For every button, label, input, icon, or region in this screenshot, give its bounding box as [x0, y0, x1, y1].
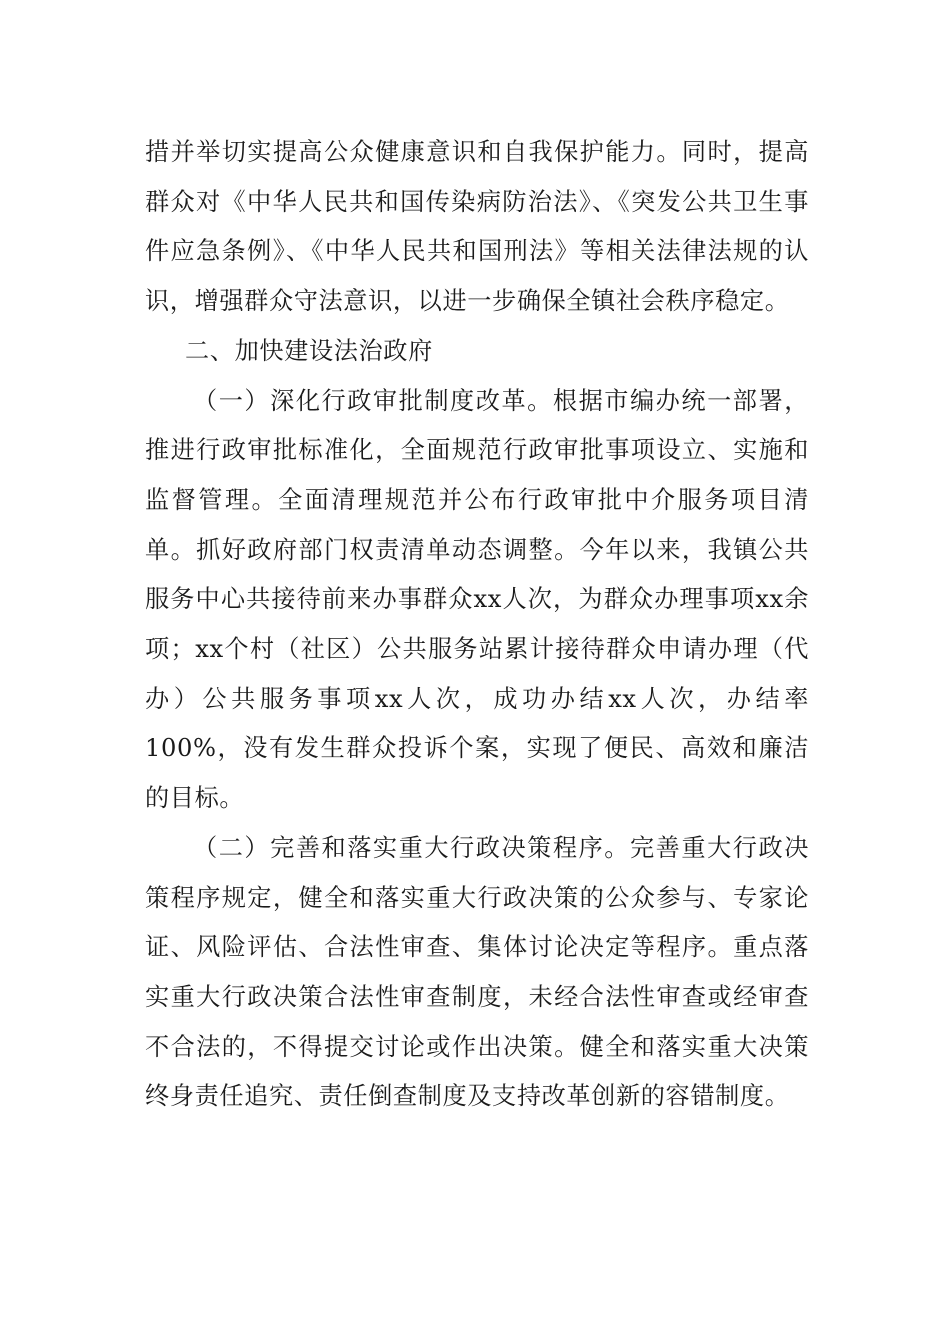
section-heading: 二、加快建设法治政府	[185, 336, 433, 365]
paragraph-decision-procedure: （二）完善和落实重大行政决策程序。完善重大行政决策程序规定，健全和落实重大行政决策的公众参与、专家论证、风险评估、合法性审查、集体讨论决定等程序。重点落实重大行政决策合法性审查制度，未经合法性审查或经审查不合法的，不得提交讨论或作出决策。健全和落实重大决策终身责任追究、责任倒查制度及支持改革创新的容错制度。	[145, 833, 809, 1111]
document-body	[145, 128, 809, 1122]
paragraph-approval-reform: （一）深化行政审批制度改革。根据市编办统一部署，推进行政审批标准化，全面规范行政审批事项设立、实施和监督管理。全面清理规范并公布行政审批中介服务项目清单。抓好政府部门权责清单动态调整。今年以来，我镇公共服务中心共接待前来办事群众xx人次，为群众办理事项xx余项；xx个村（社区）公共服务站累计接待群众申请办理（代办）公共服务事项xx人次，成功办结xx人次，办结率100%，没有发生群众投诉个案，实现了便民、高效和廉洁的目标。	[145, 386, 809, 813]
paragraph-continuation: 措并举切实提高公众健康意识和自我保护能力。同时，提高群众对《中华人民共和国传染病防治法》、《突发公共卫生事件应急条例》、《中华人民共和国刑法》等相关法律法规的认识，增强群众守法意识，以进一步确保全镇社会秩序稳定。	[145, 138, 809, 316]
